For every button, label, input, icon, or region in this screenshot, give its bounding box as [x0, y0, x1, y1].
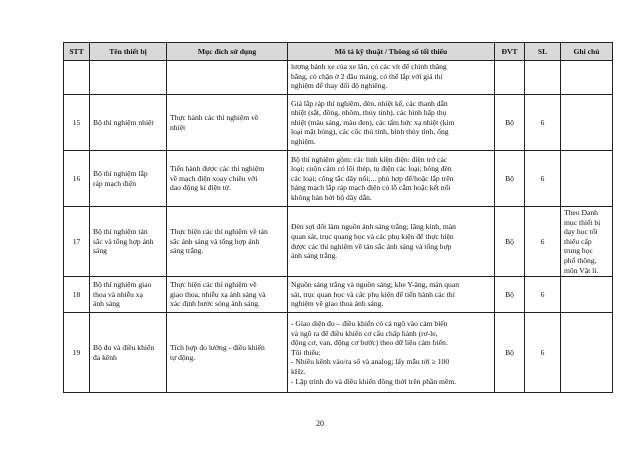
cell-unit: Bộ: [495, 313, 525, 393]
cell-technical-description-line: kHz.: [291, 367, 306, 377]
cell-technical-description-line: quan sát, trục quang học và các phụ kiện để thực hiện: [291, 231, 454, 241]
cell-technical-description-line: lượng bánh xe của xe lăn, có các vít để chỉnh thăng: [291, 62, 447, 71]
cell-technical-description-line: Bộ thí nghiệm gồm: các linh kiện điện: điện trở các: [291, 154, 448, 164]
cell-technical-description-line: ánh sáng trắng.: [291, 251, 338, 261]
cell-purpose-line: Tiến hành được các thí nghiệm: [170, 164, 265, 174]
cell-technical-description-line: Tối thiểu:: [291, 347, 321, 357]
cell-technical-description-line: - Nhiều kênh vào/ra số và analog; lấy mẫu tới ≥ 100: [291, 357, 450, 367]
cell-equipment-name-line: Bộ thí nghiệm lắp: [93, 168, 148, 178]
cell-equipment-name-line: thoa và nhiễu xạ: [93, 289, 143, 299]
cell-technical-description-line: nghiệm để thay đổi độ nghiêng.: [291, 81, 388, 91]
cell-technical-description-line: loại mặt bóng), các cốc thủ tinh, bình thủy tinh, ống: [291, 127, 449, 137]
cell-equipment-name-line: sắc và tổng hợp ánh: [93, 236, 154, 246]
cell-technical-description-line: nhiệt (màu sáng, màu đen), các tấm bức xạ nhiệt (kim: [291, 117, 455, 127]
cell-purpose-line: Tích hợp đo lường - điều khiển: [170, 343, 265, 353]
cell-quantity: 6: [525, 313, 561, 393]
cell-equipment-name-line: Bộ thí nghiệm giao: [93, 280, 152, 290]
cell-technical-description: [288, 95, 495, 151]
cell-purpose: [167, 151, 288, 207]
cell-purpose-line: Thực hiện các thí nghiệm về tán: [170, 227, 268, 237]
cell-purpose: [167, 95, 288, 151]
header-unit: ĐVT: [495, 43, 525, 61]
cell-technical-description: [288, 61, 495, 95]
cell-equipment-name-line: ánh sáng: [93, 299, 120, 309]
cell-technical-description-line: loại; cuộn cảm có lõi thép, tụ điện các loại; bóng đèn: [291, 164, 452, 174]
cell-equipment-name-line: sáng: [93, 246, 107, 256]
header-equipment-name: Tên thiết bị: [90, 43, 167, 61]
cell-technical-description-line: nghiệm về giao thoa ánh sáng.: [291, 299, 384, 309]
cell-note-line: thiểu cấp: [564, 236, 592, 246]
cell-purpose-line: Thực hiện các thí nghiệm về: [170, 280, 257, 290]
cell-technical-description-line: bằng, có chặn ở 2 đầu máng, có thể lắp với giá thí: [291, 71, 443, 81]
cell-technical-description: [288, 277, 495, 313]
cell-technical-description: [288, 207, 495, 277]
cell-stt: [64, 61, 90, 95]
cell-purpose-line: xác định bước sóng ánh sáng.: [170, 299, 260, 309]
cell-note: [561, 151, 613, 207]
header-purpose: Mục đích sử dụng: [167, 43, 288, 61]
cell-stt: 17: [64, 207, 90, 277]
cell-quantity: 6: [525, 207, 561, 277]
table-header-row: [64, 43, 613, 61]
cell-technical-description-line: nhiệt (sắt, đồng, nhôm, thủy tinh), các bình hấp thụ: [291, 108, 447, 118]
header-quantity: SL: [525, 43, 561, 61]
cell-purpose-line: về mạch điện xoay chiều với: [170, 173, 258, 183]
cell-unit: Bộ: [495, 151, 525, 207]
cell-note: [561, 207, 613, 277]
header-technical-description: Mô tả kỹ thuật / Thông số tối thiểu: [288, 43, 495, 61]
table-row: [64, 207, 613, 277]
cell-purpose-line: sáng trắng.: [170, 246, 204, 256]
cell-stt: 15: [64, 95, 90, 151]
cell-note: [561, 95, 613, 151]
table-row: [64, 313, 613, 393]
cell-technical-description-line: Giá lắp ráp thí nghiệm, đèn, nhiệt kế, các thanh dẫn: [291, 98, 448, 108]
cell-technical-description: [288, 151, 495, 207]
table-row: [64, 61, 613, 95]
cell-technical-description-line: các loại; công tắc dây nối;... phù hợp để/hoặc lắp trên: [291, 173, 454, 183]
page-number: 20: [316, 419, 324, 428]
cell-quantity: 6: [525, 151, 561, 207]
cell-equipment-name-line: Bộ thí nghiệm tán: [93, 227, 148, 237]
cell-technical-description-line: - Lập trình đo và điều khiển đồng thời trên phần mềm.: [291, 376, 457, 386]
cell-equipment-name: [90, 151, 167, 207]
cell-quantity: 6: [525, 95, 561, 151]
equipment-table: [63, 42, 613, 393]
cell-note-line: dạy học tối: [564, 227, 598, 237]
table-row: [64, 151, 613, 207]
cell-equipment-name: [90, 207, 167, 277]
cell-unit: Bộ: [495, 277, 525, 313]
cell-note: [561, 277, 613, 313]
header-stt: STT: [64, 43, 90, 61]
cell-quantity: [525, 61, 561, 95]
cell-equipment-name-line: Bộ thí nghiệm nhiệt: [93, 117, 154, 127]
cell-equipment-name: [90, 277, 167, 313]
cell-stt: 16: [64, 151, 90, 207]
cell-note: [561, 313, 613, 393]
cell-note-line: mục thiết bị: [564, 217, 601, 227]
cell-technical-description-line: và ngõ ra để điều khiển cơ cấu chấp hành (rơ-le,: [291, 328, 438, 338]
cell-technical-description-line: Đèn sợi đốt làm nguồn ánh sáng trắng; lăng kính, màn: [291, 222, 456, 232]
cell-equipment-name: [90, 313, 167, 393]
cell-technical-description-line: không hàn bởi bộ dây dẫn.: [291, 192, 372, 202]
cell-technical-description-line: Nguồn sáng trắng và nguồn sáng; khe Y-âng, màn quan: [291, 280, 460, 290]
cell-unit: Bộ: [495, 95, 525, 151]
cell-note-line: môn Vật lí.: [564, 265, 599, 275]
cell-purpose: [167, 207, 288, 277]
header-note: Ghi chú: [561, 43, 613, 61]
cell-note: [561, 61, 613, 95]
cell-purpose-line: tự động.: [170, 352, 196, 362]
cell-technical-description-line: bảng mạch lắp ráp mạch điện có lỗ cắm hoặc kết nối: [291, 183, 451, 193]
cell-stt: 18: [64, 277, 90, 313]
cell-equipment-name: [90, 61, 167, 95]
cell-unit: Bộ: [495, 207, 525, 277]
cell-note-line: Theo Danh: [564, 208, 598, 217]
cell-equipment-name-line: Bộ đo và điều khiển: [93, 343, 155, 353]
cell-note-line: trung học: [564, 246, 593, 256]
cell-technical-description: [288, 313, 495, 393]
cell-purpose-line: Thực hành các thí nghiệm về: [170, 112, 259, 122]
cell-equipment-name-line: ráp mạch điện: [93, 178, 137, 188]
cell-technical-description-line: nghiệm.: [291, 136, 316, 146]
cell-purpose-line: dao động kí điện tử.: [170, 183, 231, 193]
cell-technical-description-line: sát, trục quan học và các phụ kiện để tiến hành các thí: [291, 289, 455, 299]
cell-purpose: [167, 61, 288, 95]
cell-stt: 19: [64, 313, 90, 393]
cell-purpose: [167, 277, 288, 313]
cell-technical-description-line: - Giao diện đo – điều khiển có cả ngõ vào cảm biến: [291, 319, 448, 329]
cell-technical-description-line: được các thí nghiệm về tán sắc ánh sáng và tổng hợp: [291, 241, 452, 251]
cell-note-line: phổ thông,: [564, 255, 597, 265]
cell-equipment-name: [90, 95, 167, 151]
cell-technical-description-line: động cơ, van, động cơ bước) theo dữ liệu cảm biến.: [291, 338, 448, 348]
cell-purpose-line: giao thoa, nhiễu xạ ánh sáng và: [170, 289, 266, 299]
cell-purpose-line: sắc ánh sáng và tổng hợp ánh: [170, 236, 260, 246]
cell-unit: [495, 61, 525, 95]
cell-quantity: 6: [525, 277, 561, 313]
cell-equipment-name-line: đa kênh: [93, 352, 117, 362]
cell-purpose: [167, 313, 288, 393]
table-row: [64, 95, 613, 151]
table-row: [64, 277, 613, 313]
cell-purpose-line: nhiệt: [170, 122, 186, 132]
